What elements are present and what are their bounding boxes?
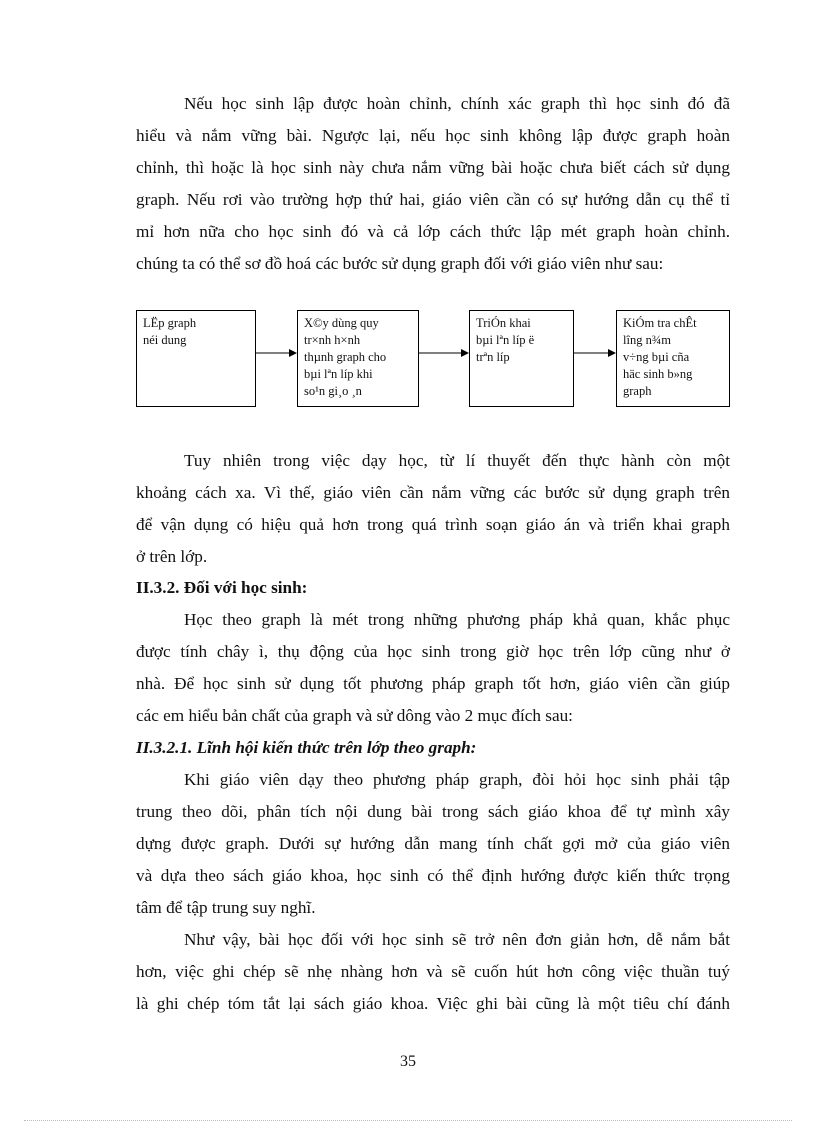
box-text: KiÓm tra chÊt [623, 316, 697, 330]
arrow-right-icon [419, 347, 469, 359]
text-line: trung theo dõi, phân tích nội dung bài trong sách giáo khoa để tự mình xây [136, 802, 730, 821]
text-line: khoảng cách xa. Vì thế, giáo viên cần nắm vững các bước sử dụng graph trên [136, 483, 730, 502]
box-text: néi dung [143, 333, 187, 347]
box-text: trªn líp [476, 350, 510, 364]
text-line: Học theo graph là mét trong những phương pháp khả quan, khắc phục [184, 610, 730, 629]
box-text: LËp graph [143, 316, 197, 330]
text-line: là ghi chép tóm tắt lại sách giáo khoa. Việc ghi bài cũng là một tiêu chí đánh [136, 994, 730, 1013]
box-text: graph [623, 384, 652, 398]
page-number: 35 [400, 1053, 416, 1070]
paragraph-5 [136, 924, 730, 1020]
box-text: bµi lªn líp khi [304, 367, 373, 381]
box-text: lîng n¾m [623, 333, 671, 347]
paragraph-3 [136, 604, 730, 732]
box-text: bµi lªn líp ë [476, 333, 535, 347]
text-line: chúng ta có thể sơ đồ hoá các bước sử dụng graph đối với giáo viên như sau: [136, 254, 664, 273]
text-line: và dựa theo sách giáo khoa, học sinh có thể định hướng được kiến thức trọng [136, 866, 730, 885]
text-line: chỉnh, thì hoặc là học sinh này chưa nắm vững bài hoặc chưa biết cách sử dụng [136, 158, 730, 177]
box-text: TriÓn khai [476, 316, 531, 330]
paragraph-4 [136, 764, 730, 924]
text-line: mỉ hơn nữa cho học sinh đó và cả lớp cách thức lập mét graph hoàn chỉnh. [136, 222, 730, 241]
text-line: Như vậy, bài học đối với học sinh sẽ trở nên đơn giản hơn, dễ nắm bắt [184, 930, 730, 949]
text-line: hơn, việc ghi chép sẽ nhẹ nhàng hơn và sẽ cuốn hút hơn công việc thuần tuý [136, 962, 730, 981]
paragraph-1 [136, 88, 730, 280]
text-line: được tính chây ì, thụ động của học sinh trong giờ học trên lớp cũng như ở [136, 642, 730, 661]
text-line: Nếu học sinh lập được hoàn chỉnh, chính xác graph thì học sinh đó đã [184, 94, 730, 113]
paragraph-2 [136, 445, 730, 573]
box-text: X©y dùng quy [304, 316, 379, 330]
text-line: Khi giáo viên dạy theo phương pháp graph, đòi hỏi học sinh phải tập [184, 770, 730, 789]
arrow-right-icon [574, 347, 616, 359]
box-text: thµnh graph cho [304, 350, 387, 364]
arrow-right-icon [256, 347, 297, 359]
box-text: häc sinh b»ng [623, 367, 693, 381]
text-line: nhà. Để học sinh sử dụng tốt phương pháp graph tốt hơn, giáo viên cần giúp [136, 674, 730, 693]
diagram-box-3 [469, 310, 574, 407]
text-line: dựng được graph. Dưới sự hướng dẫn mang tính chất gợi mở của giáo viên [136, 834, 730, 853]
text-line: Tuy nhiên trong việc dạy học, từ lí thuyết đến thực hành còn một [184, 451, 730, 470]
text-line: graph. Nếu rơi vào trường hợp thứ hai, giáo viên cần có sự hướng dẫn cụ thể tỉ [136, 190, 730, 209]
diagram-box-1 [136, 310, 256, 407]
page-border [24, 1120, 792, 1121]
text-line: ở trên lớp. [136, 547, 208, 566]
subsection-heading: II.3.2.1. Lĩnh hội kiến thức trên lớp theo graph: [136, 738, 477, 757]
text-line: để vận dụng có hiệu quả hơn trong quá trình soạn giáo án và triển khai graph [136, 515, 730, 534]
diagram-box-2 [297, 310, 419, 407]
section-heading: II.3.2. Đối với học sinh: [136, 578, 308, 597]
box-text: so¹n gi¸o ¸n [304, 384, 362, 398]
box-text: v÷ng bµi cña [623, 350, 690, 364]
text-line: các em hiểu bản chất của graph và sử dông vào 2 mục đích sau: [136, 706, 573, 725]
diagram-box-4 [616, 310, 730, 407]
text-line: hiểu và nắm vững bài. Ngược lại, nếu học sinh không lập được graph hoàn [136, 126, 730, 145]
text-line: tâm để tập trung suy nghĩ. [136, 898, 316, 917]
box-text: tr×nh h×nh [304, 333, 361, 347]
